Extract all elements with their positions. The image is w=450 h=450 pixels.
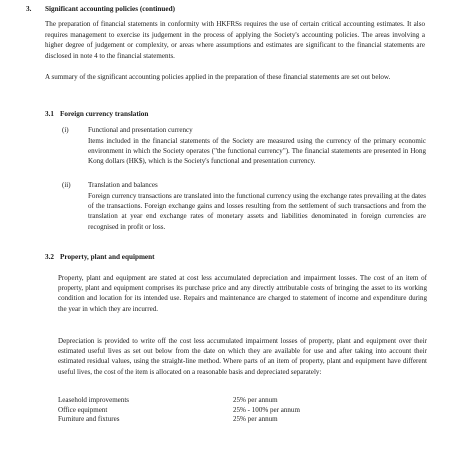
depreciation-rates-table — [58, 396, 353, 425]
item-1-title: Functional and presentation currency — [88, 126, 193, 134]
section-number: 3. — [26, 5, 32, 13]
depreciation-rate: 25% - 100% per annum — [233, 405, 300, 414]
depreciation-rate: 25% per annum — [233, 415, 278, 423]
table-row — [58, 406, 353, 416]
list-marker-i: (i) — [62, 126, 69, 134]
asset-name: Leasehold improvements — [58, 396, 130, 404]
asset-name: Furniture and fixtures — [58, 415, 120, 423]
subsection-3-2-title: Property, plant and equipment — [60, 253, 155, 261]
subsection-3-1-title: Foreign currency translation — [60, 110, 149, 118]
asset-name: Office equipment — [58, 405, 108, 414]
table-row — [58, 415, 353, 425]
ppe-paragraph-1: Property, plant and equipment are stated at cost less accumulated depreciation and impairment losses. The cost of an item of property, plant and equipment comprises its purchase price and any directly attributable costs of bringing the asset to its working condition and location for its intended use. Repairs and maintenance are charged to statement of income and expenditure during the year in which they are incurred. — [58, 274, 427, 313]
ppe-paragraph-2: Depreciation is provided to write off the cost less accumulated impairment losses of property, plant and equipment over their estimated useful lives as set out below from the date on which they are available for use and after taking into account their estimated residual values, using the straight-line method. Where parts of an item of property, plant and equipment have different useful lives, the cost of the item is allocated on a reasonable basis and depreciated separately: — [58, 337, 427, 376]
item-2-title: Translation and balances — [88, 181, 158, 189]
depreciation-rate: 25% per annum — [233, 396, 278, 404]
list-marker-ii: (ii) — [62, 181, 71, 189]
subsection-3-1-number: 3.1 — [45, 110, 54, 118]
item-2-text: Foreign currency transactions are translated into the functional currency using the exchange rates prevailing at the dates of the transactions. Foreign exchange gains and losses resulting from the settlement of such transactions and from the translation at year end exchange rates of monetary assets and liabilities denominated in foreign currencies are recognised in profit or loss. — [88, 192, 426, 231]
item-1-text: Items included in the financial statements of the Society are measured using the currency of the primary economic environment in which the Society operates ("the functional currency"). The financial statements are presented in Hong Kong dollars (HK$), which is the Society's functional and presentation currency. — [88, 137, 426, 166]
intro-paragraph-2: A summary of the significant accounting policies applied in the preparation of these financial statements are set out below. — [45, 73, 391, 81]
table-row — [58, 396, 353, 406]
subsection-3-2-number: 3.2 — [45, 253, 54, 261]
section-title: Significant accounting policies (continued) — [45, 5, 175, 13]
intro-paragraph-1: The preparation of financial statements in conformity with HKFRSs requires the use of certain critical accounting estimates. It also requires management to exercise its judgement in the process of applying the Society's accounting policies. The areas involving a higher degree of judgement or complexity, or areas where assumptions and estimates are significant to the financial statements are disclosed in note 4 to the financial statements. — [45, 20, 425, 60]
